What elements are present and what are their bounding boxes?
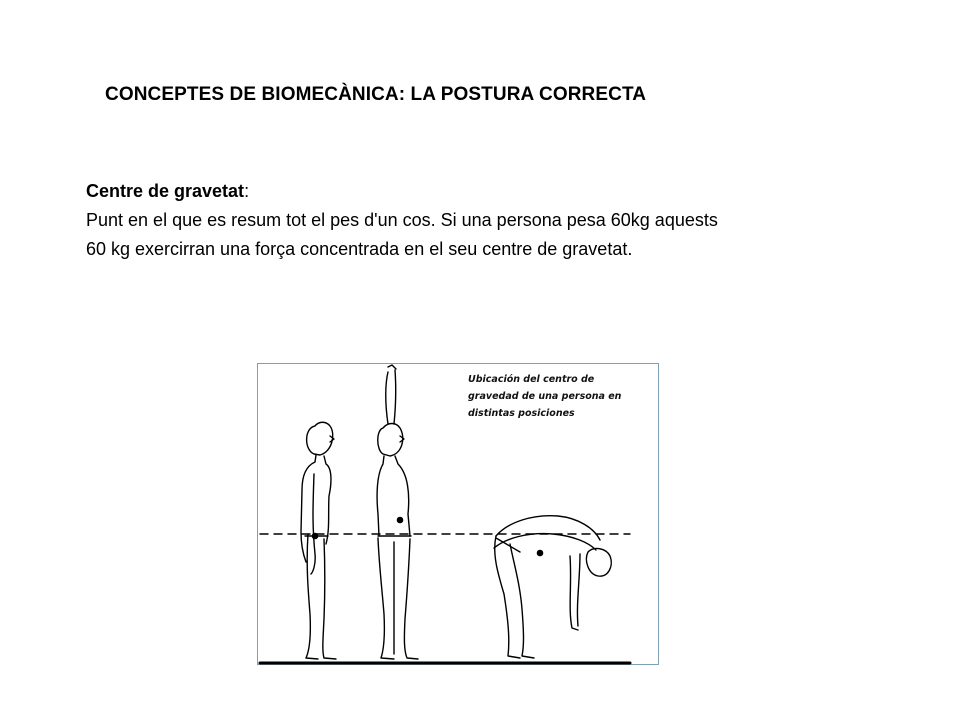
- caption-line-3: distintas posiciones: [468, 408, 575, 419]
- center-of-gravity-figure: [257, 363, 659, 665]
- figure-caption: [468, 371, 648, 422]
- definition-text: [86, 177, 886, 264]
- cog-dot-bent-forward: [537, 550, 542, 555]
- definition-heading-line: [86, 177, 886, 206]
- definition-line-2: 60 kg exercirran una força concentrada en el seu centre de gravetat.: [86, 239, 633, 259]
- definition-line-1: Punt en el que es resum tot el pes d'un cos. Si una persona pesa 60kg aquests: [86, 210, 718, 230]
- definition-colon: :: [244, 181, 250, 201]
- slide-title: CONCEPTES DE BIOMECÀNICA: LA POSTURA CORRECTA: [105, 84, 647, 105]
- cog-dot-standing: [312, 533, 317, 538]
- standing-figure: [301, 422, 336, 659]
- caption-line-2: gravedad de una persona en: [468, 391, 622, 402]
- bent-forward-figure: [494, 516, 611, 658]
- cog-dot-arms-raised: [397, 517, 402, 522]
- arms-raised-figure: [377, 365, 418, 659]
- definition-term: Centre de gravetat: [86, 181, 245, 201]
- caption-line-1: Ubicación del centro de: [468, 374, 595, 385]
